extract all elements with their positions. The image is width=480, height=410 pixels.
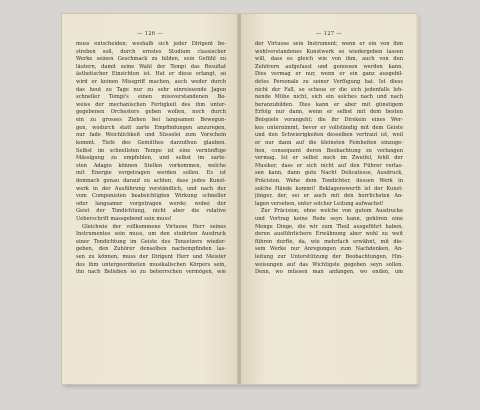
text-line: solche Hände kommt! Beklagenswerth ist der Kunst-: [255, 185, 403, 192]
right-page: [241, 14, 417, 384]
text-line: geben, den Zuhörer denselben nachempfinden las-: [76, 246, 226, 253]
text-line: das heut zu Tage nur zu sehr einreissende Jagen: [76, 86, 226, 93]
left-page: [62, 14, 238, 384]
text-line: demnach genau darauf zu achten, dass jedes Kunst-: [76, 177, 226, 184]
text-line: kes unternimmt, bevor er vollständig mit dem Geiste: [255, 124, 403, 131]
text-line: gegebenen Orchesters geben wollen, noch durch: [76, 109, 226, 116]
text-line: einer Tondichtung im Geiste des Tonsetzers wieder-: [76, 238, 226, 245]
text-line: streben soll, durch ernstes Studium classischer: [76, 48, 226, 55]
text-line: wohlverstandenes Kunstwerk so wiedergeben lassen: [255, 48, 403, 55]
text-line: nicht der Fall, so scheue er die sich jedenfalls leh-: [255, 86, 403, 93]
text-line: sen kann, dann gute Nacht Delicatesse, Ausdruck,: [255, 170, 403, 177]
text-line: Zur Präcision, ohne welche von gutem Ausdrucke: [261, 208, 403, 215]
text-line: ein zu grosses Ziehen bei langsamen Bewegun-: [76, 117, 226, 124]
page-number-left: — 126 —: [137, 31, 163, 37]
text-line: und Vortrag keine Rede seyn kann, gehören eine: [255, 216, 403, 223]
text-line: oder langsamer vorgetragen werde; wobei der: [76, 200, 226, 207]
text-line: jünger, der, sei er auch mit den herrlichsten An-: [255, 193, 403, 200]
text-line: ästhetischer Einsichten ist. Hat er diese erlangt, so: [76, 71, 226, 78]
text-line: Denn, wo müssen man anfangen, wo enden, um: [255, 269, 403, 276]
text-line: heranzubilden. Dies kann er aber mit günstigem: [255, 101, 403, 108]
text-line: Selbst im schnellsten Tempo ist eine vernünftige: [76, 147, 226, 154]
text-line: Musiker, dass er sich nicht auf den Führer verlas-: [255, 162, 403, 169]
text-line: sem Werke nur Anregungen zum Nachdenken, An-: [255, 246, 403, 253]
text-line: er nur dann auf die kleinsten Feinheiten einzuge-: [255, 139, 403, 146]
text-line: detes Personale zu seiner Verfügung hat. Ist diess: [255, 79, 403, 86]
text-line: Gleichwie der vollkommene Virtuose Herr seines: [82, 223, 226, 230]
text-line: ihn nach Belieben so zu beherrschen vermögen, wie: [76, 269, 226, 276]
text-line: leitung zur Unterstützung der Beobachtungen, Hin-: [255, 254, 403, 261]
text-line: Ueberschrift massgebend sein muss!: [76, 216, 172, 223]
text-line: führen durfte, da, wie mehrfach erwähnt, mit die-: [255, 238, 403, 245]
text-line: weiss der mechanischen Fertigkeit des ihm unter-: [76, 101, 226, 108]
right-page-text: [255, 41, 403, 277]
text-line: Mässigung zu empfehlen, und selbst im zarte-: [76, 155, 226, 162]
text-line: läutern, damit seine Wahl der Tempi das Resultat: [76, 63, 226, 70]
text-line: sen zu können, muss der Dirigent Herr und Meister: [76, 254, 226, 261]
text-line: mit Energie vorgetragen werden sollen. Es ist: [76, 170, 226, 177]
open-book: [62, 14, 417, 384]
text-line: weisungen auf das Wichtigste gegeben seyn sollen.: [255, 261, 403, 268]
text-line: lagen versehen, unter solcher Leitung aufwachst!: [255, 200, 384, 207]
text-line: Menge Dinge, die wir zum Theil ausgeführt haben,: [255, 223, 403, 230]
text-line: nur fade Weichlichkeit und Süsselei zum Vorschein: [76, 132, 226, 139]
text-line: vom Componisten beabsichtigten Wirkung schneller: [76, 193, 226, 200]
text-line: Werke seinen Geschmack zu bilden, sein Gefühl zu: [76, 56, 226, 63]
text-line: muss entscheiden; weshalb sich jeder Dirigent be-: [76, 41, 226, 47]
left-page-text: [76, 41, 226, 277]
text-line: und den Schwierigkeiten desselben vertraut ist, weil: [255, 132, 403, 139]
text-line: wird er keinen Missgriff machen, auch weder durch: [76, 79, 226, 86]
text-line: Beispiele vorangeht; die ihr Dirskein eines Wer-: [255, 117, 403, 124]
text-line: hen, consequent deren Beobachtung zu verlangen: [255, 147, 403, 154]
text-line: nende Mühe nicht, sich ein solches nach und nach: [255, 94, 403, 101]
text-line: Geist der Tondichtung, nicht aber die relative: [76, 208, 226, 215]
text-line: vermag. Ist er selbst noch im Zweifel, fehlt der: [255, 155, 403, 162]
text-line: schneller Tempi's einen missverstandenen Be-: [76, 94, 226, 101]
text-line: des ihm untergeordneten musikalischen Körpers sein,: [76, 261, 226, 268]
text-line: werk in der Ausführung verständlich, und nach der: [76, 185, 226, 192]
text-line: gen, wodurch statt zarte Empfindungen anzuregen,: [76, 124, 226, 131]
text-line: sten Adagio können Stellen vorkommen, welche: [76, 162, 226, 169]
text-line: Präcision. Wehe dem Tondichter, dessen Werk in: [255, 177, 403, 184]
text-line: Dies vermag er nur, wenn er ein ganz ausgebil-: [255, 71, 403, 78]
text-line: Instrumentes sein muss, um den studirten Ausdruck: [76, 231, 226, 238]
text-line: Zuhörern aufgefasst und genossen werden kann.: [255, 63, 403, 70]
page-number-right: — 127 —: [316, 31, 342, 37]
text-line: deren ausführlichere Erwähnung aber wohl zu weit: [255, 231, 403, 238]
page-edge: [416, 17, 419, 383]
text-line: will, dass es gleich wie von ihm, auch von den: [255, 56, 403, 63]
text-line: kommt. Tiefe des Gemüthes darzuthun glauben.: [76, 139, 226, 146]
text-line: der Virtuose sein Instrument; wenn er ein von ihm: [255, 41, 403, 47]
text-line: Erfolg nur dann, wenn er selbst mit dem besten: [255, 109, 403, 116]
